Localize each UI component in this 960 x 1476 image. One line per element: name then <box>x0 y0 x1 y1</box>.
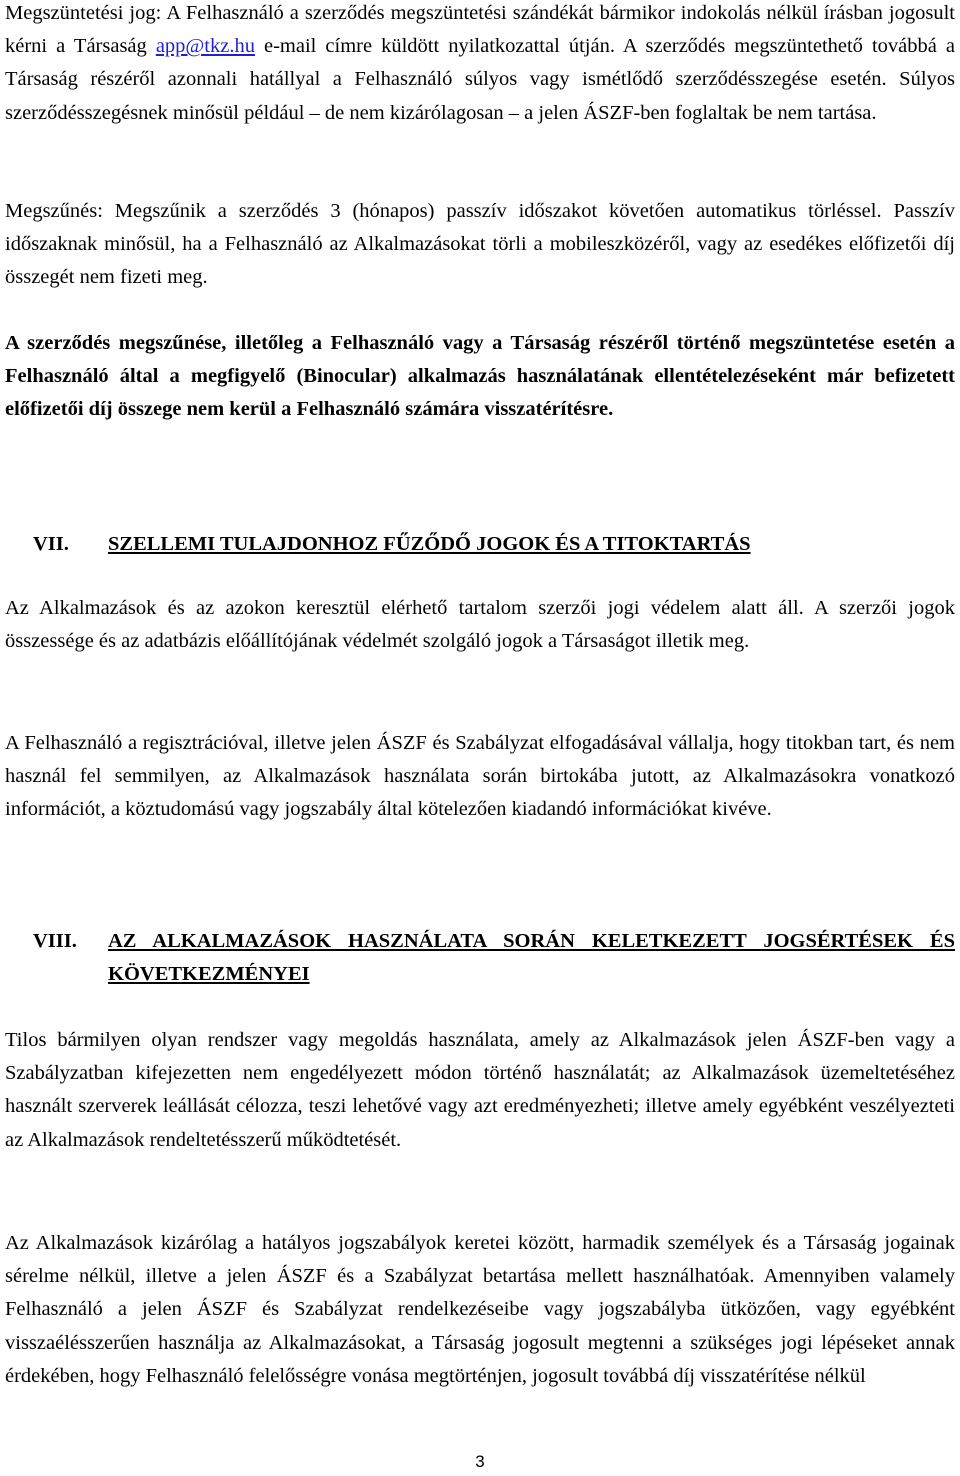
section-title: SZELLEMI TULAJDONHOZ FŰZŐDŐ JOGOK ÉS A TITOKTARTÁS <box>108 533 751 555</box>
paragraph-prohibited-use: Tilos bármilyen olyan rendszer vagy megoldás használata, amely az Alkalmazások jelen ÁSZF-ben vagy a Szabályzatban kifejezetten nem engedélyezett módon történő használatát; az Alkalmazások üzemeltetéséhez használt szerverek leállását célozza, teszi lehetővé vagy azt eredményezheti; illetve amely egyébként veszélyezteti az Alkalmazások rendeltetésszerű működtetését. <box>5 1029 955 1151</box>
paragraph-no-refund: A szerződés megszűnése, illetőleg a Felhasználó vagy a Társaság részéről történő megszüntetése esetén a Felhasználó által a megfigyelő (Binocular) alkalmazás használatának ellentételezéseként már befizetett előfizetői díj összege nem kerül a Felhasználó számára visszatérítésre. <box>5 332 955 421</box>
page-number: 3 <box>475 1452 485 1471</box>
section-title: AZ ALKALMAZÁSOK HASZNÁLATA SORÁN KELETKEZETT JOGSÉRTÉSEK ÉS KÖVETKEZMÉNYEI <box>108 930 955 985</box>
section-number: VIII. <box>33 930 77 952</box>
paragraph-lawful-use: Az Alkalmazások kizárólag a hatályos jogszabályok keretei között, harmadik személyek és a Társaság jogainak sérelme nélkül, illetve a jelen ÁSZF és a Szabályzat betartása mellett használhatóak. Amennyiben valamely Felhasználó a jelen ÁSZF és Szabályzat rendelkezéseibe vagy jogszabályba ütközően, vagy egyébként visszaélésszerűen használja az Alkalmazásokat, a Társaság jogosult megtenni a szükséges jogi lépéseket annak érdekében, hogy Felhasználó felelősségre vonása megtörténjen, jogosult továbbá díj visszatérítése nélkül <box>5 1232 955 1387</box>
paragraph-confidentiality: A Felhasználó a regisztrációval, illetve jelen ÁSZF és Szabályzat elfogadásával vállalja, hogy titokban tart, és nem használ fel semmilyen, az Alkalmazások használata során birtokába jutott, az Alkalmazásokra vonatkozó információt, a köztudomású vagy jogszabály által kötelezően kiadandó információkat kivéve. <box>5 732 955 821</box>
paragraph-termination-right <box>5 0 955 130</box>
paragraph-text: Megszüntetési jog: A Felhasználó a szerződés megszüntetési szándékát bármikor indokolás nélkül írásban jogosult kérni a Társaság <box>5 2 955 58</box>
paragraph-text: e-mail címre küldött nyilatkozattal útján. A szerződés megszüntethető továbbá a Társaság részéről azonnali hatállyal a Felhasználó súlyos vagy ismétlődő szerződésszegése esetén. Súlyos szerződésszegésnek minősül például – de nem kizárólagosan – a jelen ÁSZF-ben foglaltak be nem tartása. <box>5 35 955 124</box>
email-link[interactable]: app@tkz.hu <box>155 35 255 58</box>
paragraph-copyright: Az Alkalmazások és az azokon keresztül elérhető tartalom szerzői jogi védelem alatt áll. A szerzői jogok összessége és az adatbázis előállítójának védelmét szolgáló jogok a Társaságot illetik meg. <box>5 597 955 653</box>
paragraph-expiry: Megszűnés: Megszűnik a szerződés 3 (hónapos) passzív időszakot követően automatikus törléssel. Passzív időszaknak minősül, ha a Felhasználó az Alkalmazásokat törli a mobileszközéről, vagy az esedékes előfizetői díj összegét nem fizeti meg. <box>5 200 955 289</box>
section-number: VII. <box>33 533 69 555</box>
